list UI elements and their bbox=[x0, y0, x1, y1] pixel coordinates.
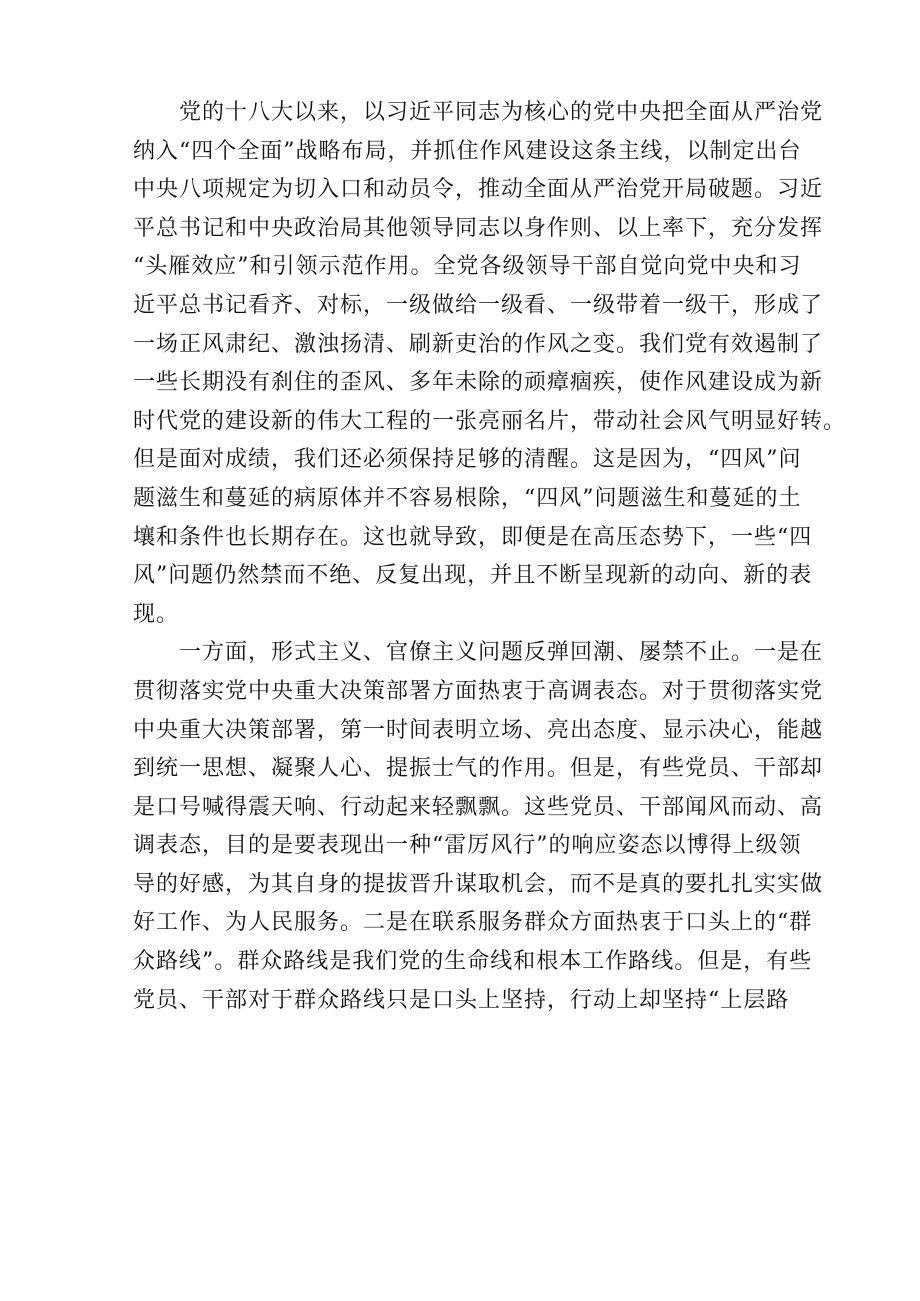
body-text bbox=[133, 94, 847, 1020]
text-line: 中央八项规定为切入口和动员令，推动全面从严治党开局破题。习近 bbox=[133, 177, 824, 203]
text-line: 但是面对成绩，我们还必须保持足够的清醒。这是因为，“四风”问 bbox=[133, 447, 802, 473]
text-line: 时代党的建设新的伟大工程的一张亮丽名片，带动社会风气明显好转。 bbox=[133, 408, 847, 434]
text-line: 是口号喊得震天响、行动起来轻飘飘。这些党员、干部闻风而动、高 bbox=[133, 794, 824, 820]
text-line: 壤和条件也长期存在。这也就导致，即便是在高压态势下，一些“四 bbox=[133, 524, 813, 550]
text-line: 平总书记和中央政治局其他领导同志以身作则、以上率下，充分发挥 bbox=[133, 215, 824, 241]
text-line: 现。 bbox=[133, 601, 180, 627]
text-line: 贯彻落实党中央重大决策部署方面热衷于高调表态。对于贯彻落实党 bbox=[133, 678, 824, 704]
text-line: 风”问题仍然禁而不绝、反复出现，并且不断呈现新的动向、新的表 bbox=[133, 563, 813, 589]
text-line: 中央重大决策部署，第一时间表明立场、亮出态度、显示决心，能越 bbox=[133, 717, 824, 743]
paragraph-2 bbox=[133, 634, 824, 1020]
text-line: 近平总书记看齐、对标，一级做给一级看、一级带着一级干，形成了 bbox=[133, 292, 824, 318]
text-line: 导的好感，为其自身的提拔晋升谋取机会，而不是真的要扎扎实实做 bbox=[133, 871, 824, 897]
text-line: 一场正风肃纪、激浊扬清、刷新吏治的作风之变。我们党有效遏制了 bbox=[133, 331, 824, 357]
text-line: 好工作、为人民服务。二是在联系服务群众方面热衷于口头上的“群 bbox=[133, 910, 813, 936]
text-line: 调表态，目的是要表现出一种“雷厉风行”的响应姿态以博得上级领 bbox=[133, 833, 802, 859]
paragraph-1 bbox=[133, 94, 847, 634]
text-line: 一方面，形式主义、官僚主义问题反弹回潮、屡禁不止。一是在 bbox=[133, 640, 824, 666]
text-line: 到统一思想、凝聚人心、提振士气的作用。但是，有些党员、干部却 bbox=[133, 756, 824, 782]
text-line: “头雁效应”和引领示范作用。全党各级领导干部自觉向党中央和习 bbox=[133, 254, 802, 280]
text-line: 众路线”。群众路线是我们党的生命线和根本工作路线。但是，有些 bbox=[133, 949, 813, 975]
text-line: 一些长期没有刹住的歪风、多年未除的顽瘴痼疾，使作风建设成为新 bbox=[133, 370, 824, 396]
text-line: 题滋生和蔓延的病原体并不容易根除，“四风”问题滋生和蔓延的土 bbox=[133, 485, 802, 511]
text-line: 党的十八大以来，以习近平同志为核心的党中央把全面从严治党 bbox=[133, 100, 824, 125]
text-line: 纳入“四个全面”战略布局，并抓住作风建设这条主线，以制定出台 bbox=[133, 138, 802, 164]
text-line: 党员、干部对于群众路线只是口头上坚持，行动上却坚持“上层路 bbox=[133, 987, 790, 1013]
